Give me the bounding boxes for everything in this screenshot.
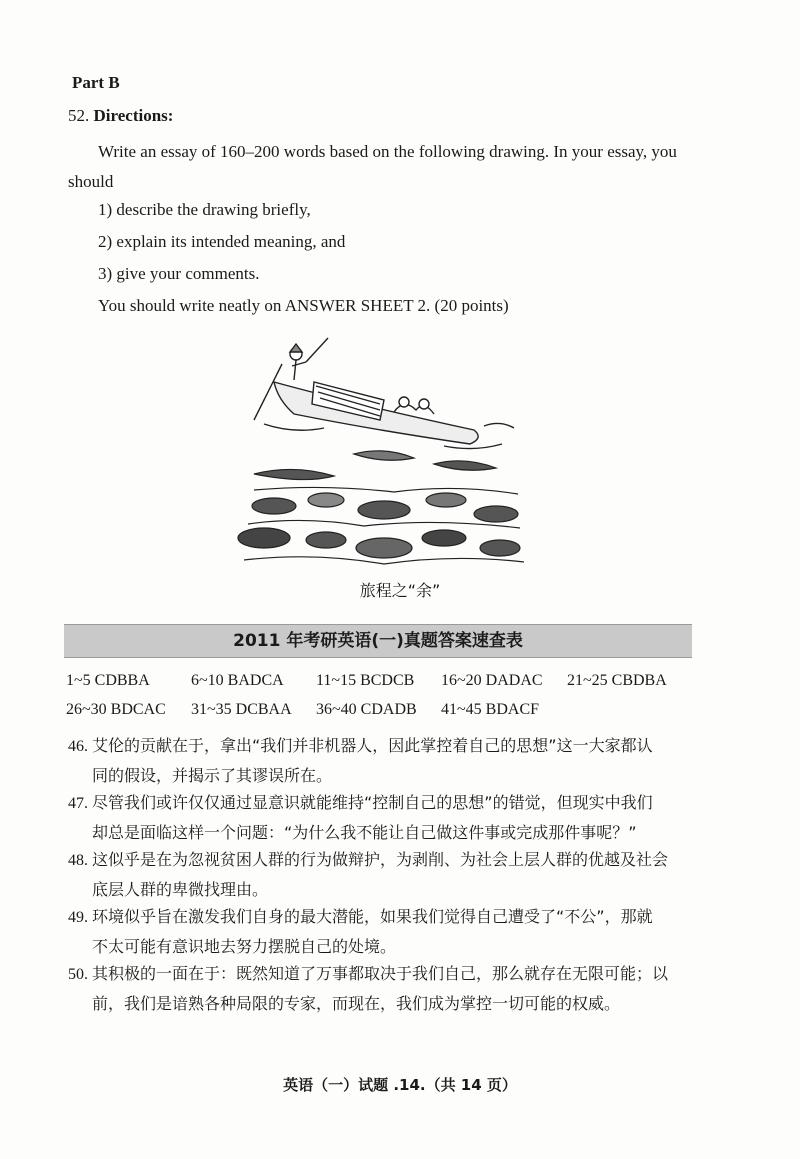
question-instruction: Write an essay of 160–200 words based on the following drawing. In your essay, you should [68, 142, 677, 191]
answer-group: 21~25 CBDBA [567, 672, 667, 689]
page-footer: 英语（一）试题 .14.（共 14 页） [283, 1076, 517, 1094]
translation-text: 艾伦的贡献在于，拿出“我们并非机器人，因此掌控着自己的思想”这一大家都认 [92, 736, 653, 755]
requirement-item: 2) explain its intended meaning, and [98, 232, 346, 251]
drawing-caption: 旅程之“余” [359, 581, 441, 600]
answer-group: 31~35 DCBAA [191, 701, 292, 718]
answer-group: 11~15 BCDCB [316, 672, 415, 689]
answer-group: 41~45 BDACF [441, 701, 540, 718]
answer-group: 36~40 CDADB [316, 701, 417, 718]
translation-item [68, 959, 708, 1018]
part-title: Part B [72, 73, 120, 92]
item-number: 49. [68, 909, 88, 926]
translation-item [68, 902, 708, 961]
answer-key-banner: 2011 年考研英语(一)真题答案速查表 [64, 624, 692, 658]
translation-item [68, 788, 708, 847]
item-number: 47. [68, 795, 88, 812]
answer-row [66, 672, 706, 694]
answer-group: 6~10 BADCA [191, 672, 284, 689]
directions-label: Directions: [93, 106, 174, 125]
translation-text: 底层人群的卑微找理由。 [92, 880, 269, 899]
answer-group: 16~20 DADAC [441, 672, 543, 689]
item-number: 46. [68, 738, 88, 755]
translation-text: 环境似乎旨在激发我们自身的最大潜能，如果我们觉得自己遭受了“不公”，那就 [92, 907, 653, 926]
item-number: 48. [68, 852, 88, 869]
translation-text: 其积极的一面在于：既然知道了万事都取决于我们自己，那么就存在无限可能；以 [92, 964, 669, 983]
question-number: 52. [68, 106, 90, 125]
translation-text: 前，我们是谙熟各种局限的专家，而现在，我们成为掌控一切可能的权威。 [92, 994, 621, 1013]
requirement-item: 1) describe the drawing briefly, [98, 200, 311, 219]
answer-group: 26~30 BDCAC [66, 701, 166, 718]
cartoon-drawing [234, 334, 530, 570]
translation-text: 这似乎是在为忽视贫困人群的行为做辩护，为剥削、为社会上层人群的优越及社会 [92, 850, 669, 869]
translation-text: 却总是面临这样一个问题：“为什么我不能让自己做这件事或完成那件事呢？” [92, 823, 637, 842]
translation-text: 同的假设，并揭示了其谬误所在。 [92, 766, 333, 785]
requirement-item: 3) give your comments. [98, 264, 260, 283]
submission-note: You should write neatly on ANSWER SHEET 2. (20 points) [98, 296, 509, 315]
answer-group: 1~5 CDBBA [66, 672, 150, 689]
translation-item [68, 845, 708, 904]
translation-item [68, 731, 708, 790]
answer-row [66, 701, 706, 723]
item-number: 50. [68, 966, 88, 983]
translation-text: 尽管我们或许仅仅通过显意识就能维持“控制自己的思想”的错觉，但现实中我们 [92, 793, 653, 812]
question-heading [68, 106, 173, 126]
translation-text: 不太可能有意识地去努力摆脱自己的处境。 [92, 937, 397, 956]
